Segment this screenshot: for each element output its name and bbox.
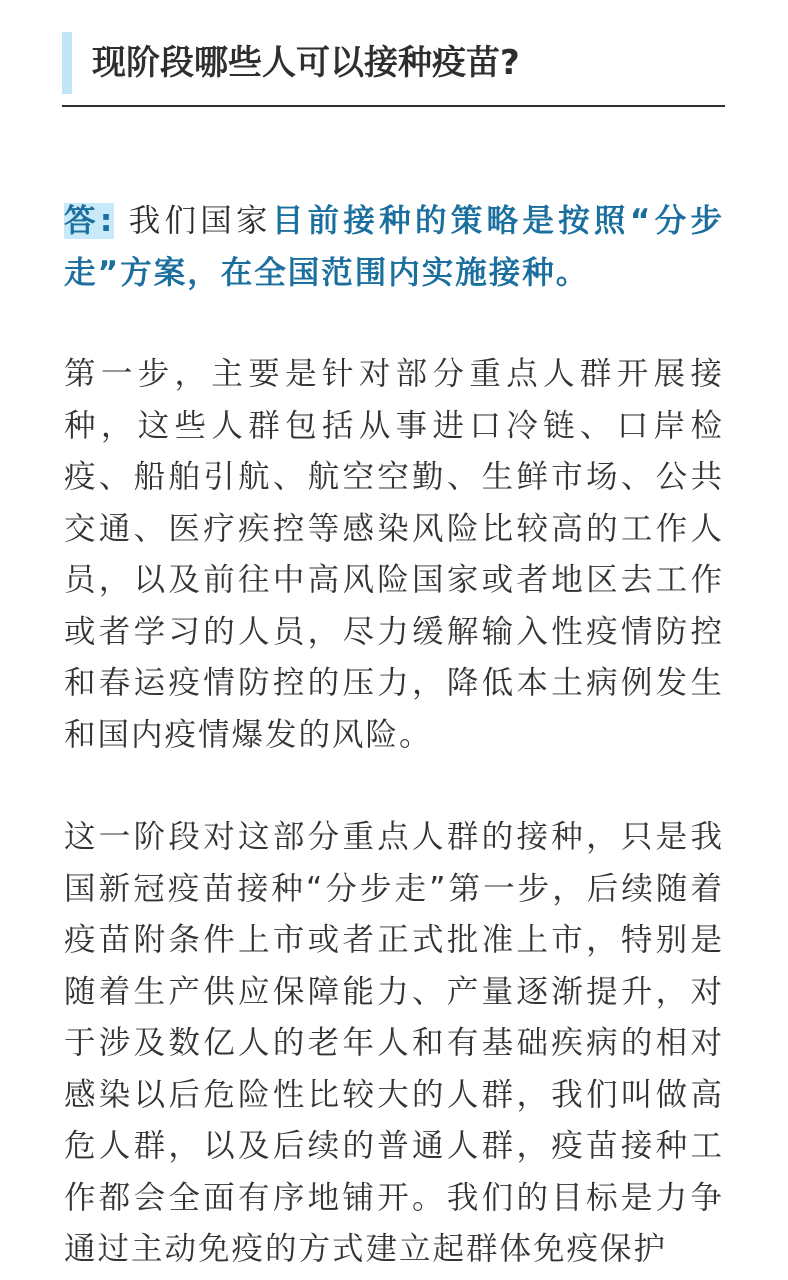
body-paragraph-phase: 这一阶段对这部分重点人群的接种，只是我国新冠疫苗接种“分步走”第一步，后续随着疫苗附条件上市或者正式批准上市，特别是随着生产供应保障能力、产量逐渐提升，对于涉及数亿人的老年人和有基础疾病的相对感染以后危险性比较大的人群，我们叫做高危人群，以及后续的普通人群，疫苗接种工作都会全面有序地铺开。我们的目标是力争通过主动免疫的方式建立起群体免疫保护: [64, 819, 724, 1267]
heading-divider: [62, 105, 725, 107]
answer-lead-text: 我们国家: [128, 203, 272, 239]
answer-label: 答:: [64, 203, 115, 239]
section-heading: [62, 32, 725, 94]
heading-accent-bar: [62, 32, 72, 94]
page-title: 现阶段哪些人可以接种疫苗?: [92, 43, 520, 83]
body-paragraph-step-one: 第一步，主要是针对部分重点人群开展接种，这些人群包括从事进口冷链、口岸检疫、船舶引航、航空空勤、生鲜市场、公共交通、医疗疾控等感染风险比较高的工作人员，以及前往中高风险国家或者地区去工作或者学习的人员，尽力缓解输入性疫情防控和春运疫情防控的压力，降低本土病例发生和国内疫情爆发的风险。: [64, 356, 724, 753]
answer-highlight-text: 目前接种的策略是按照“分步走”方案，在全国范围内实施接种。: [64, 203, 724, 291]
answer-paragraph: [64, 196, 724, 299]
